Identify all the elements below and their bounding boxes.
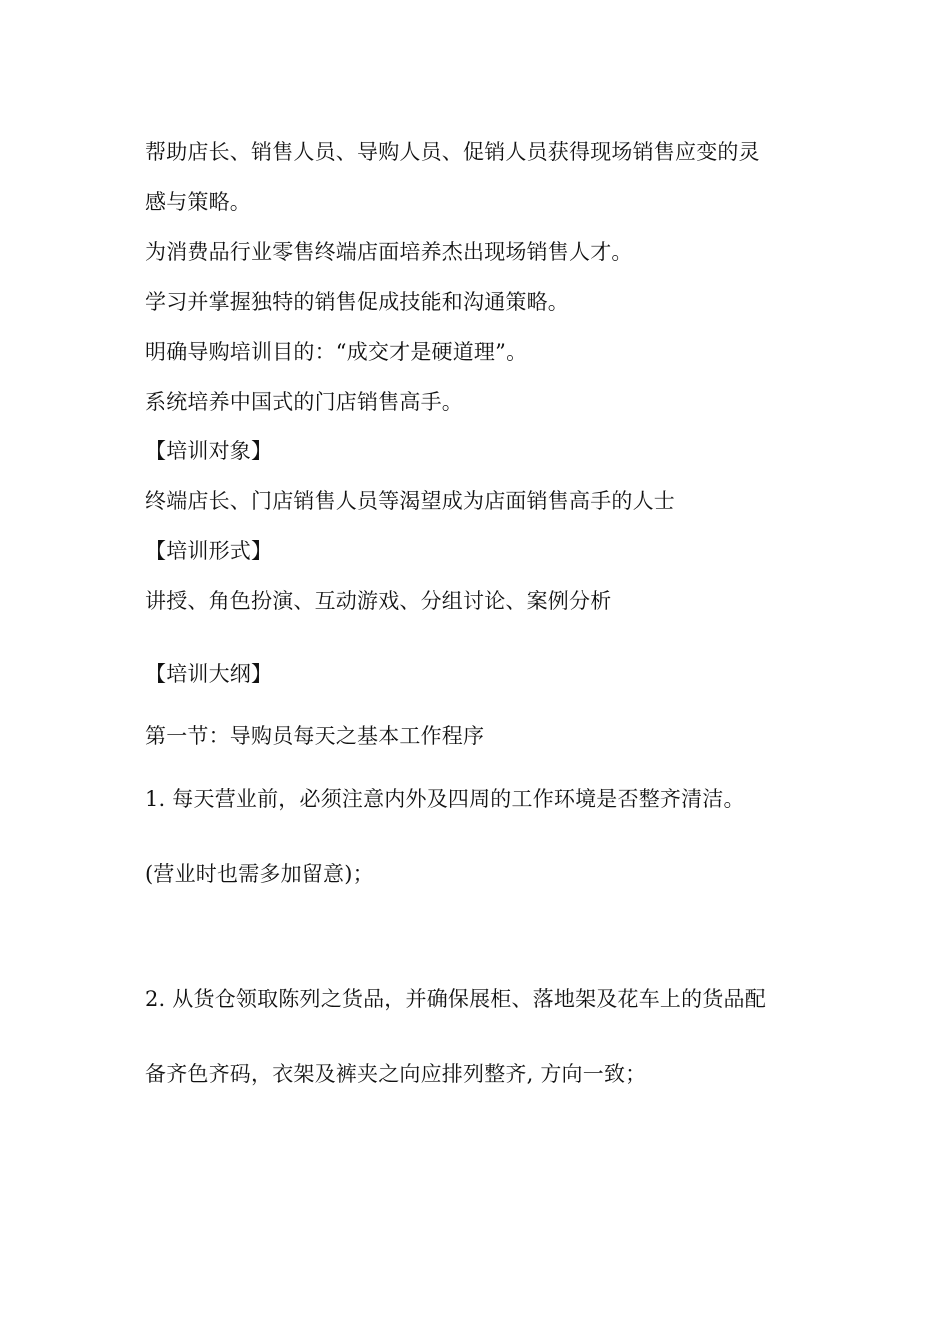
paragraph-audience: 终端店长、门店销售人员等渴望成为店面销售高手的人士 — [145, 489, 675, 513]
paragraph-goal-line-1: 帮助店长、销售人员、导购人员、促销人员获得现场销售应变的灵 — [145, 140, 760, 164]
paragraph-goal-experts: 系统培养中国式的门店销售高手。 — [145, 390, 463, 414]
list-item-1-line-2: (营业时也需多加留意)； — [145, 862, 374, 886]
paragraph-goal-line-2: 感与策略。 — [145, 190, 251, 214]
list-item-2-line-2: 备齐色齐码，衣架及裤夹之向应排列整齐, 方向一致； — [145, 1062, 647, 1086]
chapter-heading-section-1: 第一节：导购员每天之基本工作程序 — [145, 724, 485, 748]
section-heading-format: 【培训形式】 — [145, 539, 273, 563]
paragraph-goal-skills: 学习并掌握独特的销售促成技能和沟通策略。 — [145, 290, 569, 314]
section-heading-audience: 【培训对象】 — [145, 439, 273, 463]
paragraph-goal-purpose: 明确导购培训目的：“成交才是硬道理”。 — [145, 340, 528, 364]
list-item-1-line-1: 1. 每天营业前，必须注意内外及四周的工作环境是否整齐清洁。 — [145, 787, 745, 811]
list-item-2-line-1: 2. 从货仓领取陈列之货品，并确保展柜、落地架及花车上的货品配 — [145, 987, 766, 1011]
paragraph-format: 讲授、角色扮演、互动游戏、分组讨论、案例分析 — [145, 589, 612, 613]
paragraph-goal-talent: 为消费品行业零售终端店面培养杰出现场销售人才。 — [145, 240, 633, 264]
section-heading-outline: 【培训大纲】 — [145, 662, 273, 686]
